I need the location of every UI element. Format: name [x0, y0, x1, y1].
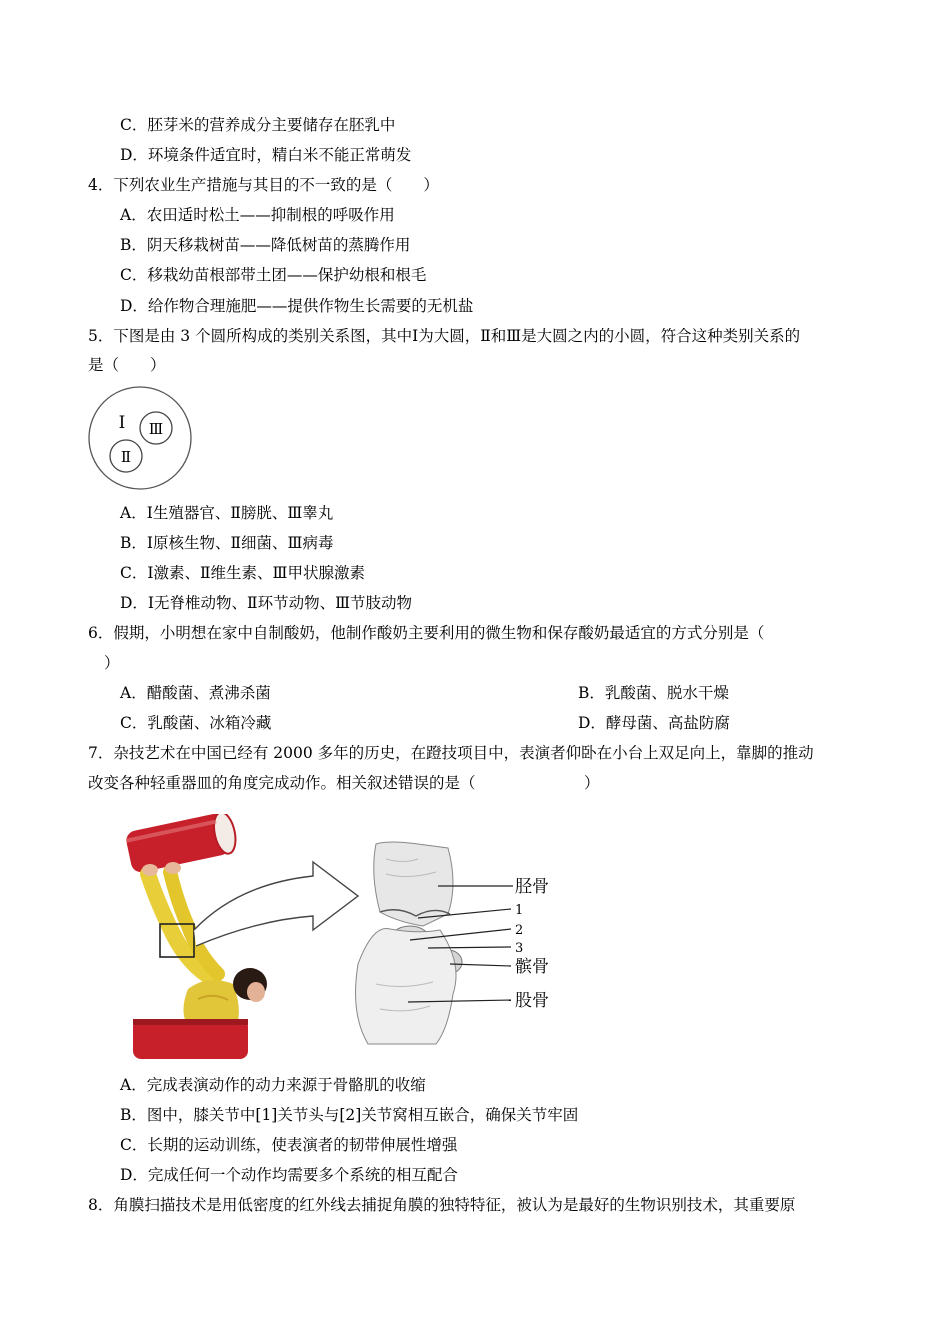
- circle-label-one: Ⅰ: [118, 413, 126, 433]
- option-5a: A．Ⅰ生殖器官、Ⅱ膀胱、Ⅲ睾丸: [120, 504, 334, 522]
- option-7a: A．完成表演动作的动力来源于骨骼肌的收缩: [120, 1076, 426, 1094]
- question-4: 4．下列农业生产措施与其目的不一致的是（ ）: [88, 176, 439, 194]
- question-5-line2: 是（ ）: [88, 356, 166, 374]
- question-5-line1: 5．下图是由 3 个圆所构成的类别关系图，其中Ⅰ为大圆，Ⅱ和Ⅲ是大圆之内的小圆，符合这种类别关系的: [88, 327, 801, 345]
- circle-label-three: Ⅲ: [148, 420, 164, 438]
- option-6a: A．醋酸菌、煮沸杀菌: [120, 684, 271, 702]
- question-8-line1: 8．角膜扫描技术是用低密度的红外线去捕捉角膜的独特特征，被认为是最好的生物识别技术，其重要原: [88, 1196, 796, 1214]
- option-5d: D．Ⅰ无脊椎动物、Ⅱ环节动物、Ⅲ节肢动物: [120, 594, 413, 612]
- label-3: 3: [515, 941, 524, 956]
- option-5b: B．Ⅰ原核生物、Ⅱ细菌、Ⅲ病毒: [120, 534, 334, 552]
- option-4a: A．农田适时松土——抑制根的呼吸作用: [120, 206, 395, 224]
- label-tibia: 胫骨: [515, 877, 549, 897]
- question-6-line1: 6．假期，小明想在家中自制酸奶，他制作酸奶主要利用的微生物和保存酸奶最适宜的方式分别是（: [88, 624, 765, 642]
- circle-one: [89, 387, 191, 489]
- option-7b: B．图中，膝关节中[1]关节头与[2]关节窝相互嵌合，确保关节牢固: [120, 1106, 579, 1124]
- option-6c: C．乳酸菌、冰箱冷藏: [120, 714, 272, 732]
- option-3c: C．胚芽米的营养成分主要储存在胚乳中: [120, 116, 396, 134]
- category-circles-figure: [86, 384, 194, 492]
- option-4c: C．移栽幼苗根部带土团——保护幼根和根毛: [120, 266, 427, 284]
- option-7d: D．完成任何一个动作均需要多个系统的相互配合: [120, 1166, 458, 1184]
- circle-label-two: Ⅱ: [120, 448, 132, 466]
- option-4d: D．给作物合理施肥——提供作物生长需要的无机盐: [120, 297, 474, 315]
- question-7-line2: 改变各种轻重器皿的角度完成动作。相关叙述错误的是（ ）: [88, 774, 600, 792]
- option-4b: B．阴天移栽树苗——降低树苗的蒸腾作用: [120, 236, 411, 254]
- option-6d: D．酵母菌、高盐防腐: [578, 714, 730, 732]
- acrobat-knee-figure: [118, 814, 558, 1064]
- label-femur: 股骨: [515, 991, 549, 1011]
- option-7c: C．长期的运动训练，使表演者的韧带伸展性增强: [120, 1136, 458, 1154]
- question-7-line1: 7．杂技艺术在中国已经有 2000 多年的历史，在蹬技项目中，表演者仰卧在小台上双足向上，靠脚的推动: [88, 744, 814, 762]
- label-2: 2: [515, 923, 524, 938]
- question-6-line2: ）: [104, 654, 120, 672]
- label-patella: 髌骨: [515, 957, 549, 977]
- zoom-arrow: [194, 862, 358, 946]
- option-6b: B．乳酸菌、脱水干燥: [578, 684, 729, 702]
- label-1: 1: [515, 903, 524, 918]
- option-5c: C．Ⅰ激素、Ⅱ维生素、Ⅲ甲状腺激素: [120, 564, 365, 582]
- option-3d: D．环境条件适宜时，精白米不能正常萌发: [120, 146, 412, 164]
- knee-joint-illustration: [356, 842, 513, 1044]
